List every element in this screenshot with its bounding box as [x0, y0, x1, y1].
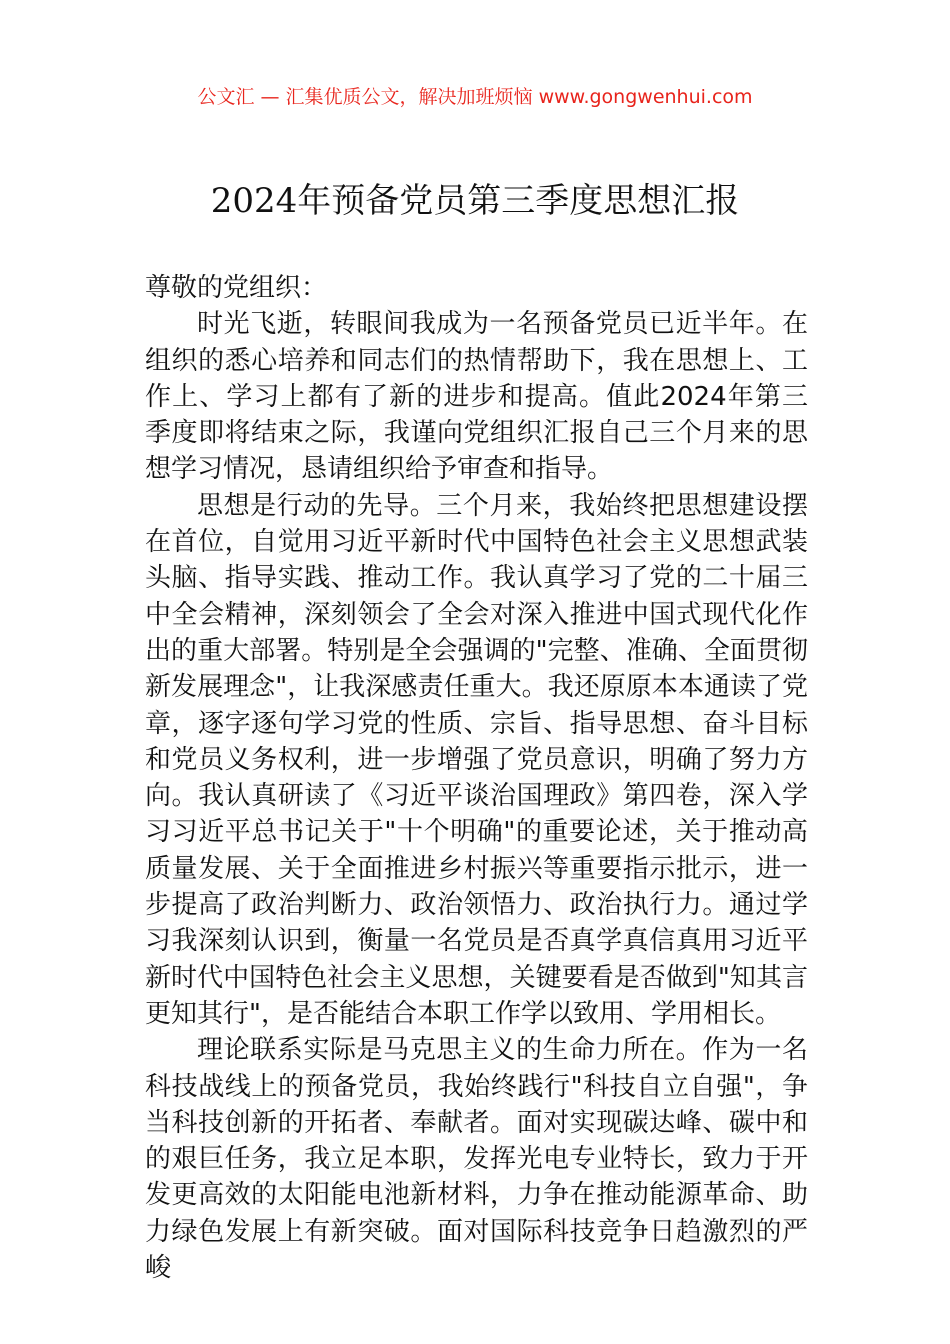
- site-watermark-header: 公文汇 — 汇集优质公文，解决加班烦恼 www.gongwenhui.com: [197, 86, 753, 108]
- document-title: 2024年预备党员第三季度思想汇报: [210, 181, 740, 221]
- salutation: 尊敬的党组织：: [145, 273, 328, 303]
- body-paragraph: 时光飞逝，转眼间我成为一名预备党员已近半年。在组织的悉心培养和同志们的热情帮助下，我在思想上、工作上、学习上都有了新的进步和提高。值此2024年第三季度即将结束之际，我谨向党组织汇报自己三个月来的思想学习情况，恳请组织给予审查和指导。: [145, 309, 808, 485]
- body-paragraph: 思想是行动的先导。三个月来，我始终把思想建设摆在首位，自觉用习近平新时代中国特色社会主义思想武装头脑、指导实践、推动工作。我认真学习了党的二十届三中全会精神，深刻领会了全会对深入推进中国式现代化作出的重大部署。特别是全会强调的"完整、准确、全面贯彻新发展理念"，让我深感责任重大。我还原原本本通读了党章，逐字逐句学习党的性质、宗旨、指导思想、奋斗目标和党员义务权利，进一步增强了党员意识，明确了努力方向。我认真研读了《习近平谈治国理政》第四卷，深入学习习近平总书记关于"十个明确"的重要论述，关于推动高质量发展、关于全面推进乡村振兴等重要指示批示，进一步提高了政治判断力、政治领悟力、政治执行力。通过学习我深刻认识到，衡量一名党员是否真学真信真用习近平新时代中国特色社会主义思想，关键要看是否做到"知其言更知其行"，是否能结合本职工作学以致用、学用相长。: [145, 490, 808, 1029]
- document-body: [145, 270, 808, 1286]
- body-paragraph: 理论联系实际是马克思主义的生命力所在。作为一名科技战线上的预备党员，我始终践行"科技自立自强"，争当科技创新的开拓者、奉献者。面对实现碳达峰、碳中和的艰巨任务，我立足本职，发挥光电专业特长，致力于开发更高效的太阳能电池新材料，力争在推动能源革命、助力绿色发展上有新突破。面对国际科技竞争日趋激烈的严峻: [145, 1035, 808, 1284]
